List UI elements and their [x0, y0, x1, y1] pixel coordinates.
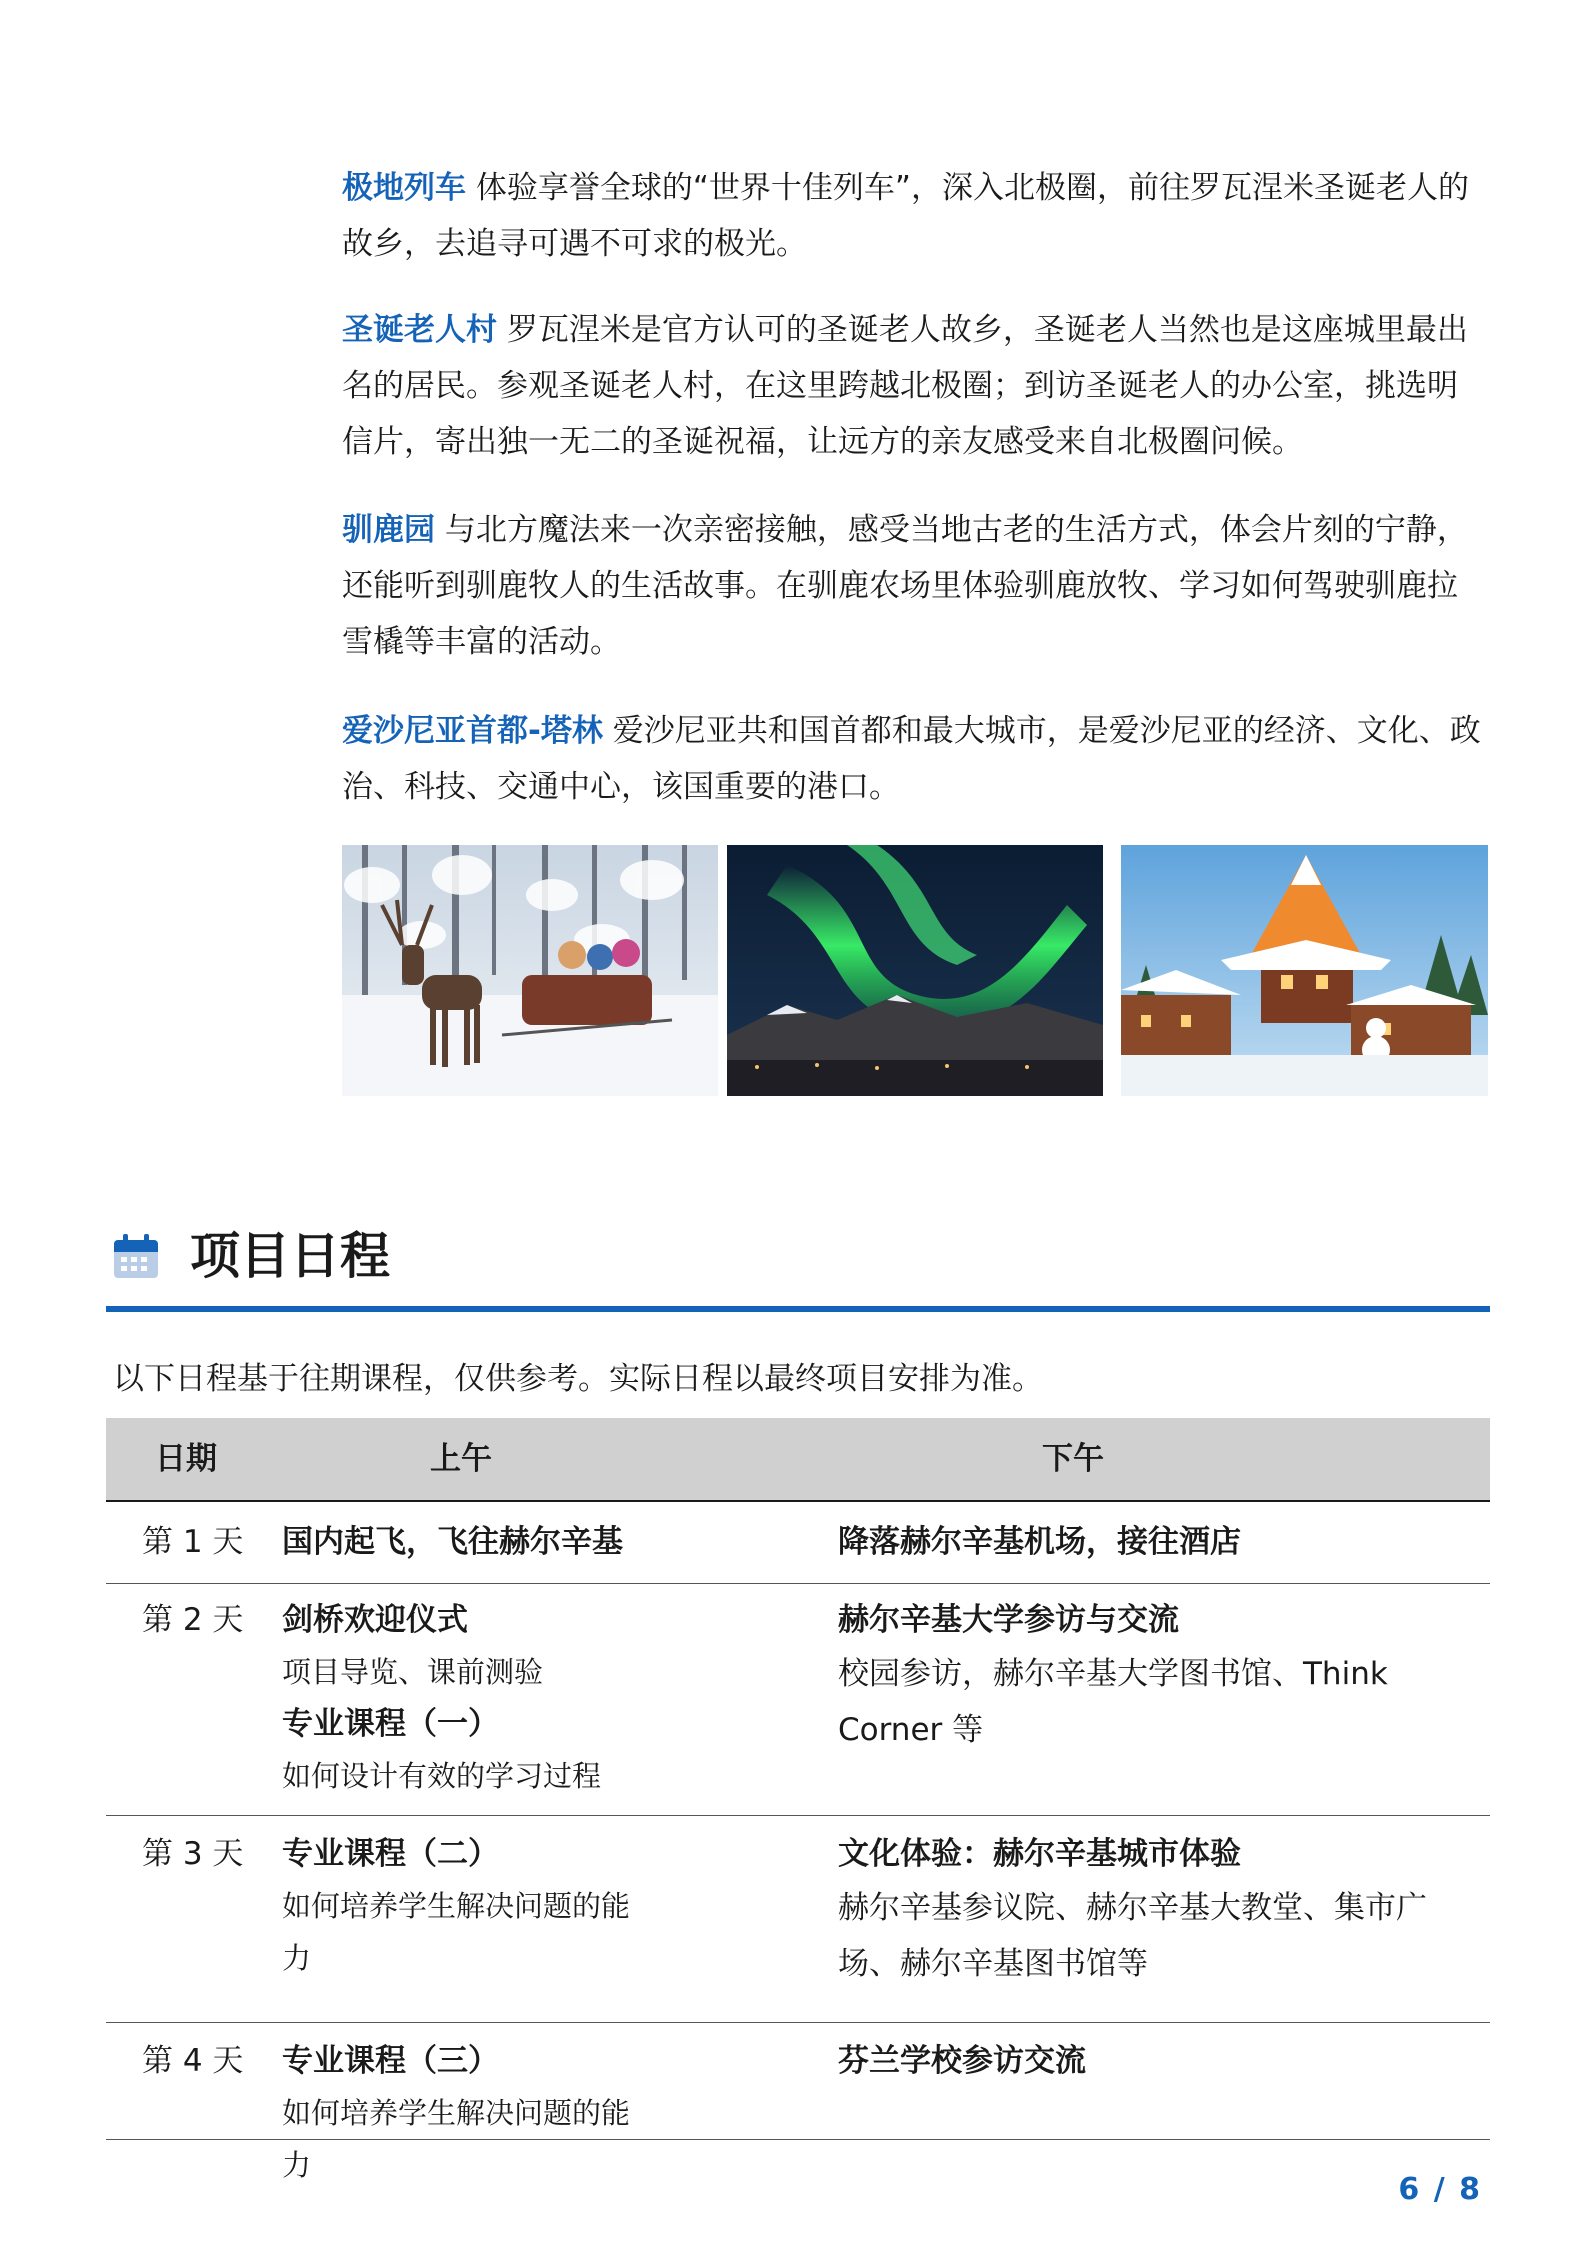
photo-strip: [342, 845, 1488, 1096]
intro-title: 极地列车: [342, 170, 466, 206]
table-row: [106, 1502, 1490, 1584]
pm-detail: 校园参访，赫尔辛基大学图书馆、Think: [838, 1656, 1388, 1692]
intro-text: 罗瓦涅米是官方认可的圣诞老人故乡，圣诞老人当然也是这座城里最出名的居民。参观圣诞老人村，在这里跨越北极圈；到访圣诞老人的办公室，挑选明信片，寄出独一无二的圣诞祝福，让远方的亲友感受来自北极圈问候。: [342, 312, 1468, 460]
schedule-table: [106, 1418, 1490, 2182]
row-date: 第 4 天: [142, 2043, 244, 2079]
am-detail: 如何培养学生解决问题的能力: [282, 2096, 631, 2182]
row-afternoon: [838, 1594, 1478, 1758]
calendar-icon: [112, 1232, 160, 1280]
header-afternoon: 下午: [1042, 1441, 1104, 1477]
table-row: [106, 2023, 1490, 2182]
reindeer-sleigh-photo: [342, 845, 718, 1096]
pm-title: 芬兰学校参访交流: [838, 2043, 1086, 2079]
aurora-photo: [727, 845, 1103, 1096]
intro-polar-train: [342, 160, 1482, 272]
am-detail: 如何设计有效的学习过程: [282, 1759, 602, 1793]
row-morning: [282, 2035, 652, 2191]
santa-village-photo: [1121, 845, 1488, 1096]
am-title: 专业课程（三）: [282, 2043, 499, 2079]
pm-detail: Corner 等: [838, 1712, 984, 1748]
header-date: 日期: [155, 1441, 217, 1477]
intro-title: 爱沙尼亚首都-塔林: [342, 713, 603, 749]
row-morning: [282, 1828, 652, 1984]
pm-title: 文化体验：赫尔辛基城市体验: [838, 1836, 1241, 1872]
schedule-notice: 以下日程基于往期课程，仅供参考。实际日程以最终项目安排为准。: [113, 1361, 1043, 1397]
table-header: [106, 1418, 1490, 1502]
row-date: 第 2 天: [142, 1602, 244, 1638]
intro-text: 爱沙尼亚共和国首都和最大城市，是爱沙尼亚的经济、文化、政治、科技、交通中心，该国重要的港口。: [342, 713, 1481, 805]
header-morning: 上午: [430, 1441, 492, 1477]
pm-detail: 场、赫尔辛基图书馆等: [838, 1946, 1148, 1982]
row-morning: [282, 1516, 652, 1568]
row-date: 第 1 天: [142, 1524, 244, 1560]
schedule-section-header: [106, 1220, 1490, 1312]
am-title: 剑桥欢迎仪式: [282, 1602, 468, 1638]
row-morning: [282, 1594, 652, 1802]
am-detail: 如何培养学生解决问题的能力: [282, 1889, 631, 1975]
row-afternoon: [838, 1516, 1478, 1568]
pm-detail: 赫尔辛基参议院、赫尔辛基大教堂、集市广: [838, 1890, 1427, 1926]
section-title: 项目日程: [190, 1227, 390, 1285]
pm-title: 赫尔辛基大学参访与交流: [838, 1602, 1179, 1638]
intro-text: 与北方魔法来一次亲密接触，感受当地古老的生活方式，体会片刻的宁静，还能听到驯鹿牧人的生活故事。在驯鹿农场里体验驯鹿放牧、学习如何驾驶驯鹿拉雪橇等丰富的活动。: [342, 512, 1468, 660]
am-title: 专业课程（一）: [282, 1706, 499, 1742]
am-detail: 项目导览、课前测验: [282, 1655, 544, 1689]
am-title: 国内起飞，飞往赫尔辛基: [282, 1524, 623, 1560]
intro-tallinn: [342, 703, 1482, 815]
intro-title: 驯鹿园: [342, 512, 435, 548]
intro-santa-village: [342, 302, 1482, 470]
table-row: [106, 1816, 1490, 2023]
section-divider: [106, 1306, 1490, 1312]
am-title: 专业课程（二）: [282, 1836, 499, 1872]
pm-title: 降落赫尔辛基机场，接往酒店: [838, 1524, 1241, 1560]
page-number: 6 / 8: [1398, 2172, 1482, 2207]
row-afternoon: [838, 1828, 1478, 1992]
row-date: 第 3 天: [142, 1836, 244, 1872]
row-afternoon: [838, 2035, 1478, 2087]
intro-title: 圣诞老人村: [342, 312, 497, 348]
table-row: [106, 1584, 1490, 1816]
intro-text: 体验享誉全球的“世界十佳列车”，深入北极圈，前往罗瓦涅米圣诞老人的故乡，去追寻可遇不可求的极光。: [342, 170, 1469, 262]
intro-reindeer-park: [342, 502, 1482, 670]
